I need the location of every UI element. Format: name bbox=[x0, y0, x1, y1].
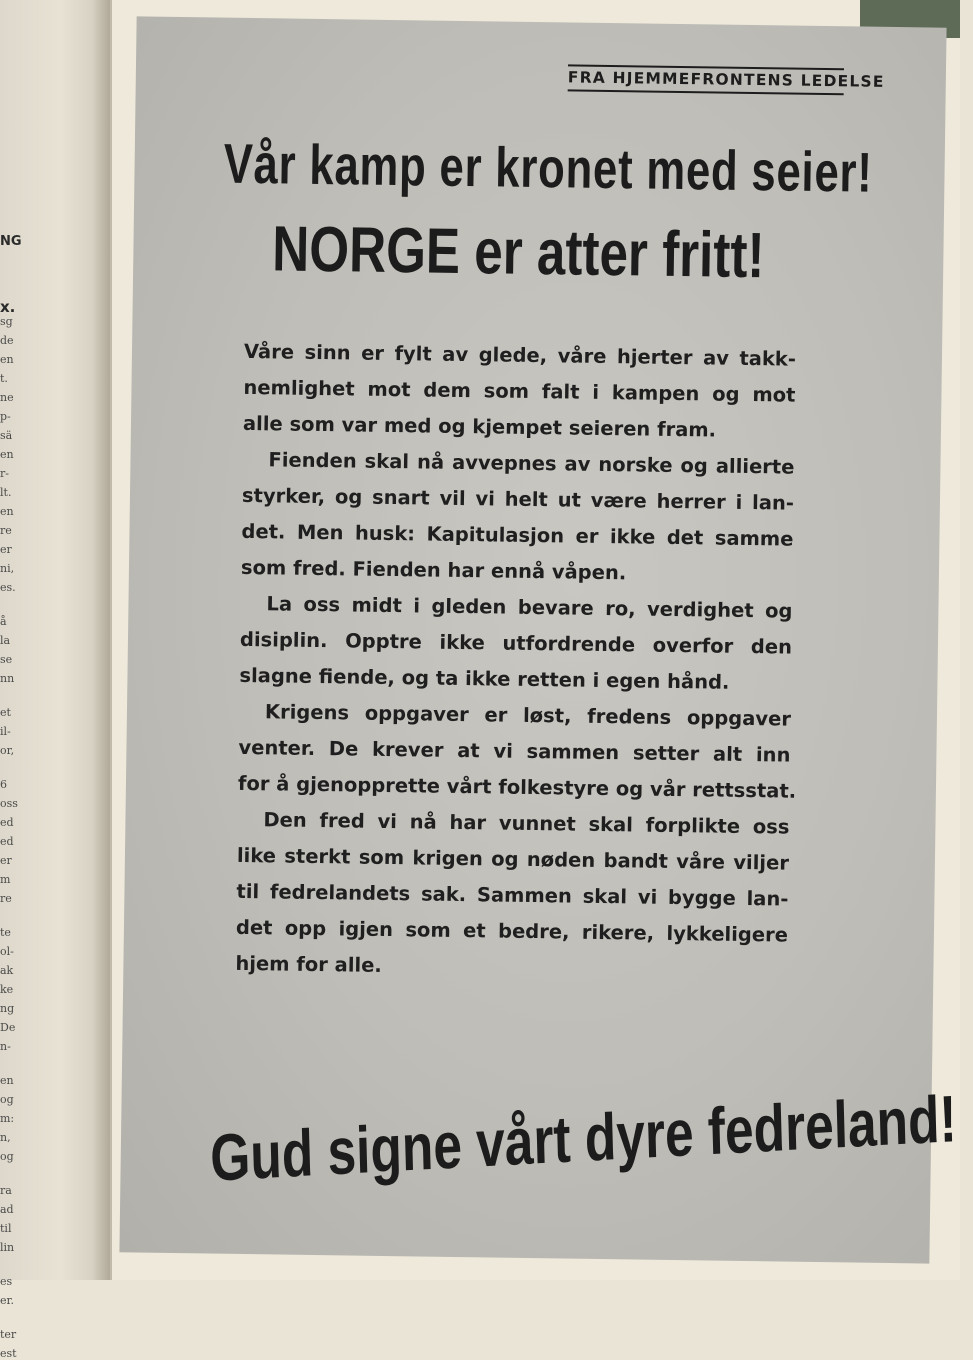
left-page-fragment: De bbox=[0, 1021, 16, 1034]
left-page-fragment: ed bbox=[0, 835, 14, 848]
left-page-fragment: en bbox=[0, 1074, 14, 1087]
left-page-fragment: til bbox=[0, 1222, 12, 1235]
body-line: Fienden skal nå avvepnes av norske og allierte bbox=[268, 448, 795, 479]
left-page-fragment: or, bbox=[0, 744, 15, 757]
left-page-fragment: m bbox=[0, 873, 11, 886]
body-line: styrker, og snart vil vi helt ut være herrer i lan- bbox=[241, 483, 795, 515]
left-page-fragment: nn bbox=[0, 672, 15, 685]
poster-headline-2: NORGE er atter fritt! bbox=[271, 212, 765, 292]
body-line: hjem for alle. bbox=[235, 951, 382, 977]
body-line: til fedrelandets sak. Sammen skal vi bygge lan- bbox=[236, 879, 789, 911]
body-line: like sterkt som krigen og nøden bandt våre viljer bbox=[236, 843, 790, 875]
body-line: for å gjenopprette vårt folkestyre og vår rettsstat. bbox=[237, 771, 797, 803]
left-page-fragment: n- bbox=[0, 1040, 11, 1053]
body-line: nemlighet mot dem som falt i kampen og mot bbox=[243, 375, 796, 407]
left-page-fragment: og bbox=[0, 1093, 14, 1106]
left-page-fragment: ke bbox=[0, 983, 14, 996]
left-page-fragment: å bbox=[0, 615, 7, 628]
left-page-fragment: er. bbox=[0, 1294, 15, 1307]
left-page-fragment: og bbox=[0, 1150, 14, 1163]
left-page-fragment: la bbox=[0, 634, 11, 647]
left-page-fragment: t. bbox=[0, 372, 8, 385]
left-page-fragment: er bbox=[0, 543, 12, 556]
left-page-fragment: lt. bbox=[0, 486, 12, 499]
left-page-fragment: ni, bbox=[0, 562, 15, 575]
left-page-fragment: es bbox=[0, 1275, 13, 1288]
left-page-fragment: ne bbox=[0, 391, 14, 404]
poster-body bbox=[235, 334, 796, 990]
left-page-text-column bbox=[0, 0, 58, 1360]
body-line: det. Men husk: Kapitulasjon er ikke det samme bbox=[241, 519, 794, 551]
body-line: det opp igjen som et bedre, rikere, lykkeligere bbox=[235, 915, 789, 947]
body-line: La oss midt i gleden bevare ro, verdighet og bbox=[266, 592, 793, 623]
left-page-fragment: sä bbox=[0, 429, 13, 442]
left-page-fragment: p- bbox=[0, 410, 11, 423]
left-page-fragment: oss bbox=[0, 797, 18, 810]
left-page-fragment: ng bbox=[0, 1002, 15, 1015]
left-page-fragment: lin bbox=[0, 1241, 15, 1254]
left-page-fragment: ra bbox=[0, 1184, 12, 1197]
left-page-fragment: ed bbox=[0, 816, 14, 829]
left-page-fragment: re bbox=[0, 524, 12, 537]
left-page-fragment: ak bbox=[0, 964, 14, 977]
left-page-fragment: ter bbox=[0, 1328, 17, 1341]
body-line: slagne fiende, og ta ikke retten i egen hånd. bbox=[239, 663, 730, 694]
left-page-fragment: er bbox=[0, 854, 12, 867]
body-line: venter. De krever at vi sammen setter alt inn bbox=[238, 735, 791, 767]
body-line: disiplin. Opptre ikke utfordrende overfor den bbox=[239, 627, 793, 659]
left-page-fragment: ad bbox=[0, 1203, 14, 1216]
left-page-fragment: et bbox=[0, 706, 11, 719]
poster-headline-1: Vår kamp er kronet med seier! bbox=[223, 131, 874, 204]
left-page-fragment: ol- bbox=[0, 945, 14, 958]
left-page-fragment: sg bbox=[0, 315, 13, 328]
left-page-marker: x. bbox=[0, 298, 16, 316]
body-line: alle som var med og kjempet seieren fram. bbox=[242, 411, 717, 442]
left-page-fragment: de bbox=[0, 334, 14, 347]
left-page-fragment: en bbox=[0, 353, 14, 366]
left-page-fragment: r- bbox=[0, 467, 9, 480]
left-page-fragment: m: bbox=[0, 1112, 15, 1125]
left-page-fragment: es. bbox=[0, 581, 16, 594]
left-page-fragment: est bbox=[0, 1347, 17, 1360]
body-line: Våre sinn er fylt av glede, våre hjerter av takk- bbox=[243, 339, 797, 371]
left-page-fragment: en bbox=[0, 505, 14, 518]
body-line: Den fred vi nå har vunnet skal forplikte oss bbox=[263, 808, 790, 839]
poster-plate bbox=[119, 16, 958, 1263]
poster-footer: Gud signe vårt dyre fedreland! bbox=[209, 1081, 958, 1195]
left-page-tag: NG bbox=[0, 234, 22, 249]
left-page-fragment: en bbox=[0, 448, 14, 461]
body-line: som fred. Fienden har ennå våpen. bbox=[240, 555, 627, 585]
poster-kicker: FRA HJEMMEFRONTENS LEDELSE bbox=[568, 64, 844, 95]
left-page-fragment: se bbox=[0, 653, 13, 666]
left-page-fragment: te bbox=[0, 926, 11, 939]
left-page-fragment: 6 bbox=[0, 778, 7, 791]
left-page-fragment: il- bbox=[0, 725, 11, 738]
body-line: Krigens oppgaver er løst, fredens oppgaver bbox=[264, 700, 792, 731]
left-page-fragment: n, bbox=[0, 1131, 11, 1144]
left-page-fragment: re bbox=[0, 892, 12, 905]
